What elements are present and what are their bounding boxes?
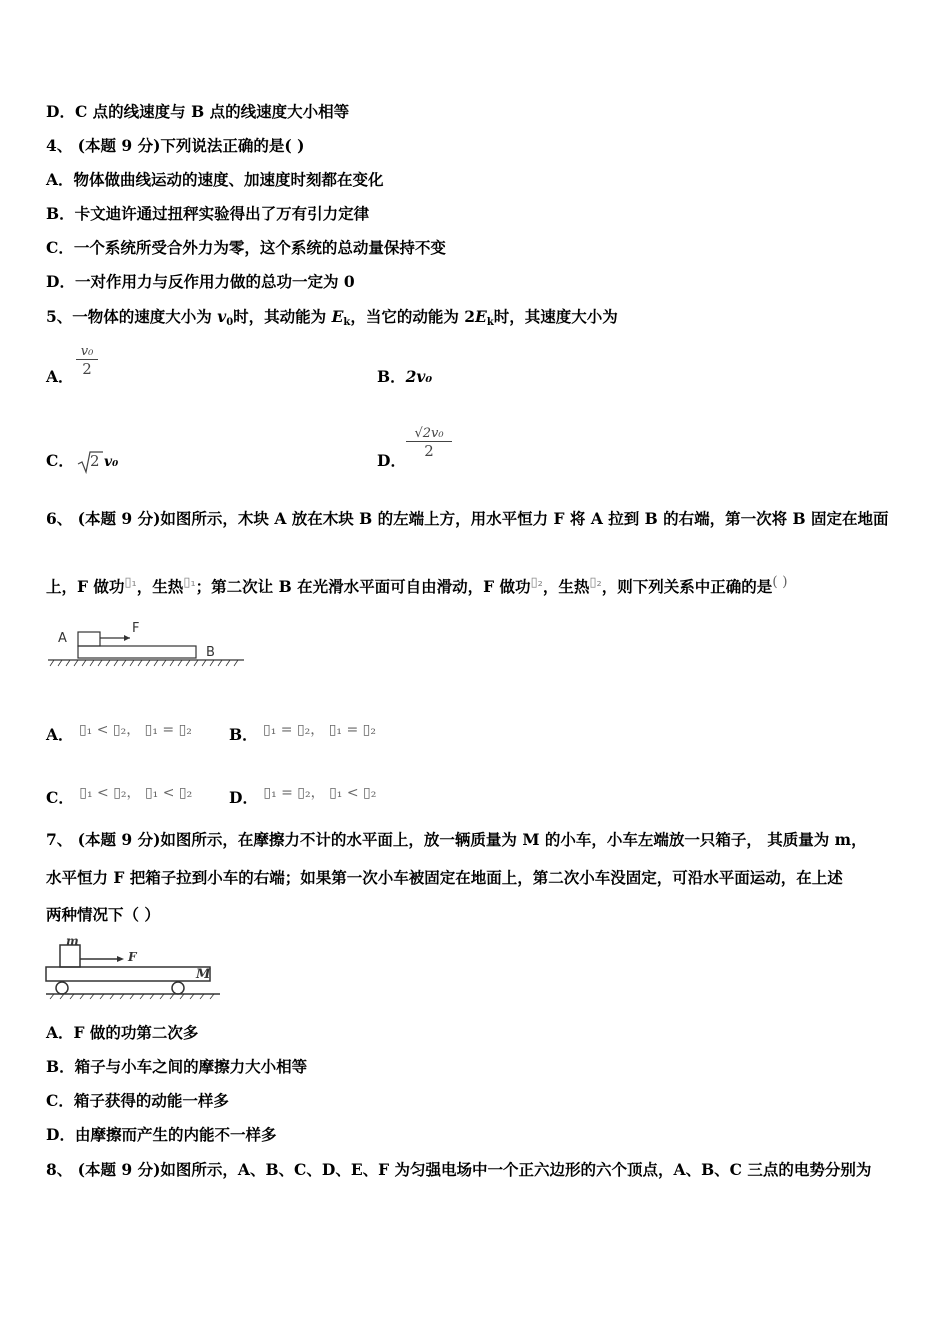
q8-stem: 8、 (本题 9 分)如图所示，A、B、C、D、E、F 为匀强电场中一个正六边形的六个顶点，A、B、C 三点的电势分别为 — [46, 1160, 872, 1179]
q6-figure — [46, 618, 246, 670]
q6-stem-line2: 上，F 做功▯₁，生热▯₁；第二次让 B 在光滑水平面可自由滑动，F 做功▯₂，生热▯₂，则下列关系中正确的是( ) — [46, 574, 788, 596]
q5-stem: 5、一物体的速度大小为 $v_0$时，其动能为 $E_k$，当它的动能为 $2E_k$时，其速度大小为 — [46, 307, 618, 328]
wheel-right — [172, 982, 184, 994]
fig-label-a: A — [58, 631, 67, 646]
q7-option-b: B．箱子与小车之间的摩擦力大小相等 — [46, 1057, 308, 1076]
q7-option-a: A．F 做的功第二次多 — [46, 1023, 199, 1042]
q6-stem-line1: 6、 (本题 9 分)如图所示，木块 A 放在木块 B 的左端上方，用水平恒力 F 将 A 拉到 B 的右端，第一次将 B 固定在地面 — [46, 509, 889, 528]
fig-label-m: m — [66, 935, 79, 948]
q5-option-a-label: A． — [46, 367, 74, 386]
q7-option-d: D．由摩擦而产生的内能不一样多 — [46, 1125, 277, 1144]
q5-option-a-fraction: $\frac{\text{v₀}}{2}$ — [76, 344, 98, 378]
q4-option-a: A．物体做曲线运动的速度、加速度时刻都在变化 — [46, 170, 384, 189]
q4-option-d: D．一对作用力与反作用力做的总功一定为 0 — [46, 272, 355, 291]
block-a — [78, 632, 100, 646]
q5-option-c-root: 2 — [90, 452, 100, 470]
fig-label-f: F — [128, 950, 137, 964]
q5-option-c-tail: v₀ — [104, 454, 119, 470]
q6-option-c: C． ▯₁ < ▯₂， ▯₁ < ▯₂ — [46, 785, 193, 807]
q5-option-c-label: C． — [46, 451, 74, 470]
wheel-left — [56, 982, 68, 994]
box-m — [60, 945, 80, 967]
q5-option-d-fraction: $\frac{\text{√2v₀}}{2}$ — [406, 426, 452, 460]
q3-option-d: D．C 点的线速度与 B 点的线速度大小相等 — [46, 102, 350, 121]
block-b — [78, 646, 196, 658]
q7-stem-line1: 7、 (本题 9 分)如图所示，在摩擦力不计的水平面上，放一辆质量为 M 的小车，小车左端放一只箱子， 其质量为 m， — [46, 830, 867, 849]
q4-stem: 4、 (本题 9 分)下列说法正确的是( ) — [46, 136, 305, 155]
fig-label-b: B — [206, 645, 215, 660]
fig-label-big-m: M — [196, 967, 211, 982]
q5-option-b: B．2v₀ — [377, 367, 433, 386]
fig-label-f: F — [132, 621, 140, 636]
q4-option-b: B．卡文迪许通过扭秤实验得出了万有引力定律 — [46, 204, 370, 223]
q7-figure — [44, 935, 224, 1001]
q6-option-b: B． ▯₁ = ▯₂， ▯₁ = ▯₂ — [229, 722, 376, 744]
q6-option-a: A． ▯₁ < ▯₂， ▯₁ = ▯₂ — [46, 722, 192, 744]
q7-stem-line3: 两种情况下（ ） — [46, 905, 160, 924]
q6-option-d: D． ▯₁ = ▯₂， ▯₁ < ▯₂ — [229, 785, 377, 807]
q7-option-c: C．箱子获得的动能一样多 — [46, 1091, 229, 1110]
q4-option-c: C．一个系统所受合外力为零，这个系统的总动量保持不变 — [46, 238, 446, 257]
cart-m — [46, 967, 210, 981]
q5-option-d-label: D． — [377, 451, 406, 470]
q7-stem-line2: 水平恒力 F 把箱子拉到小车的右端；如果第一次小车被固定在地面上，第二次小车没固定，可沿水平面运动，在上述 — [46, 868, 843, 887]
